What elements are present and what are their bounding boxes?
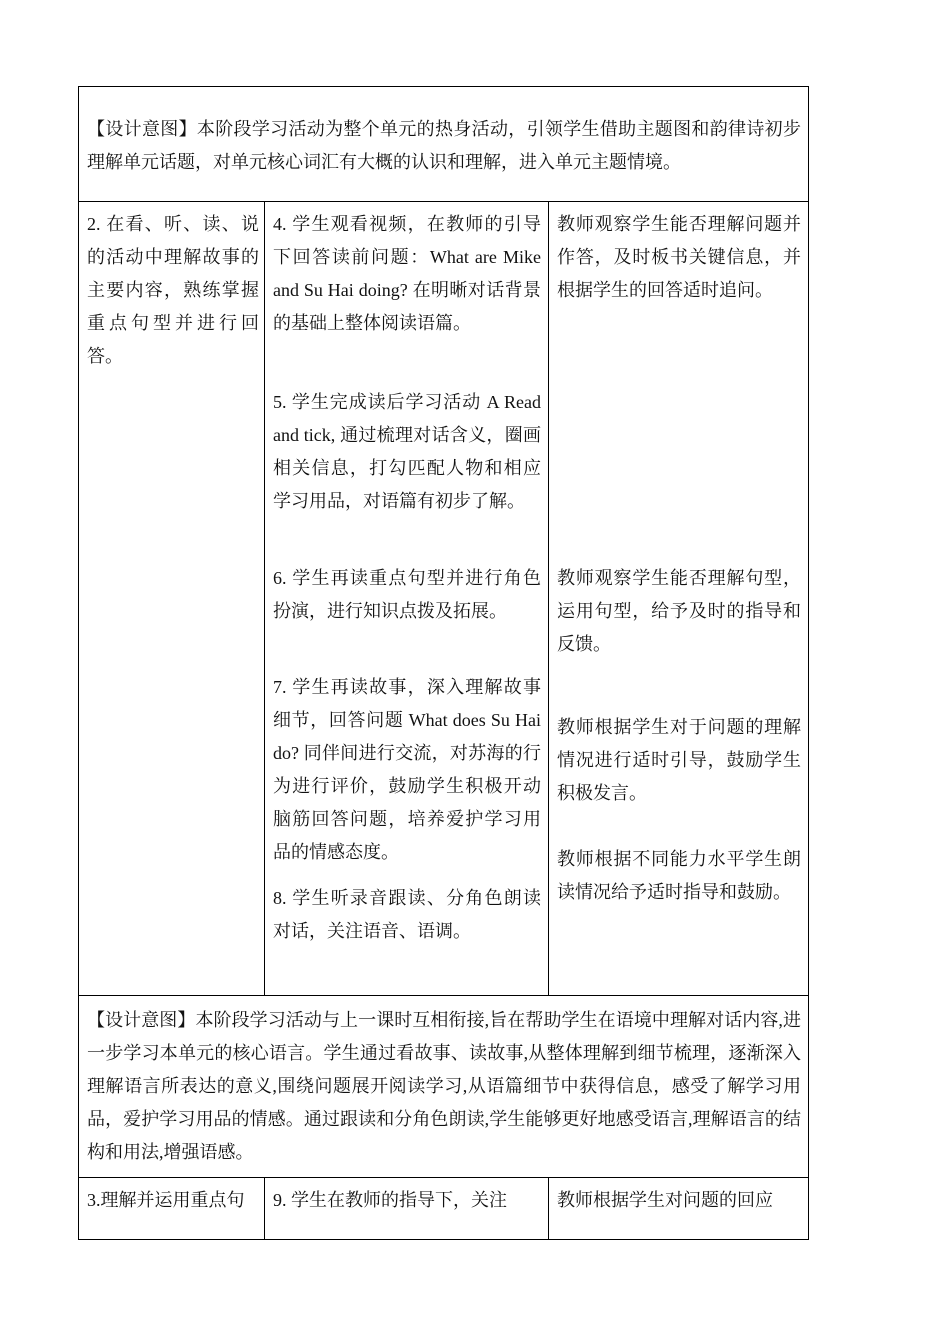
design-intent-2: 【设计意图】本阶段学习活动与上一课时互相衔接,旨在帮助学生在语境中理解对话内容,进一步学习本单元的核心语言。学生通过看故事、读故事,从整体理解到细节梳理，逐渐深入理解语言所表达的意义,围绕问题展开阅读学习,从语篇细节中获得信息，感受了解学习用品，爱护学习用品的情感。通过跟读和分角色朗读,学生能够更好地感受语言,理解语言的结构和用法,增强语感。 [87,1010,801,1162]
activity-9: 9. 学生在教师的指导下，关注 [273,1190,507,1210]
evaluation-1: 教师观察学生能否理解问题并作答，及时板书关键信息，并根据学生的回答适时追问。 [557,214,801,300]
activity-5: 5. 学生完成读后学习活动 A Read and tick, 通过梳理对话含义，圈画相关信息，打勾匹配人物和相应学习用品，对语篇有初步了解。 [273,392,541,511]
activity-7: 7. 学生再读故事，深入理解故事细节，回答问题 What does Su Hai do? 同伴间进行交流，对苏海的行为进行评价，鼓励学生积极开动脑筋回答问题，培养爱护学习用品的情感态度。 [273,677,541,862]
column-divider [548,201,549,995]
evaluation-5: 教师根据学生对问题的回应 [557,1190,773,1210]
column-divider [548,1177,549,1239]
row-divider [79,1177,808,1178]
activity-8: 8. 学生听录音跟读、分角色朗读对话，关注语音、语调。 [273,888,541,941]
lesson-plan-table [78,86,809,1240]
evaluation-3: 教师根据学生对于问题的理解情况进行适时引导，鼓励学生积极发言。 [557,717,801,803]
evaluation-2: 教师观察学生能否理解句型，运用句型，给予及时的指导和反馈。 [557,568,801,654]
row-divider [79,201,808,202]
design-intent-1: 【设计意图】本阶段学习活动为整个单元的热身活动，引领学生借助主题图和韵律诗初步理解单元话题，对单元核心词汇有大概的认识和理解，进入单元主题情境。 [87,119,801,172]
objective-cell-3: 3.理解并运用重点句 [87,1190,245,1210]
objective-cell-2: 2. 在看、听、读、说的活动中理解故事的主要内容，熟练掌握重点句型并进行回答。 [87,214,259,366]
row-divider [79,995,808,996]
activity-6: 6. 学生再读重点句型并进行角色扮演，进行知识点拨及拓展。 [273,568,541,621]
column-divider [264,201,265,995]
evaluation-4: 教师根据不同能力水平学生朗读情况给予适时指导和鼓励。 [557,849,801,902]
column-divider [264,1177,265,1239]
activity-4: 4. 学生观看视频，在教师的引导下回答读前问题：What are Mike and Su Hai doing? 在明晰对话背景的基础上整体阅读语篇。 [273,214,541,333]
